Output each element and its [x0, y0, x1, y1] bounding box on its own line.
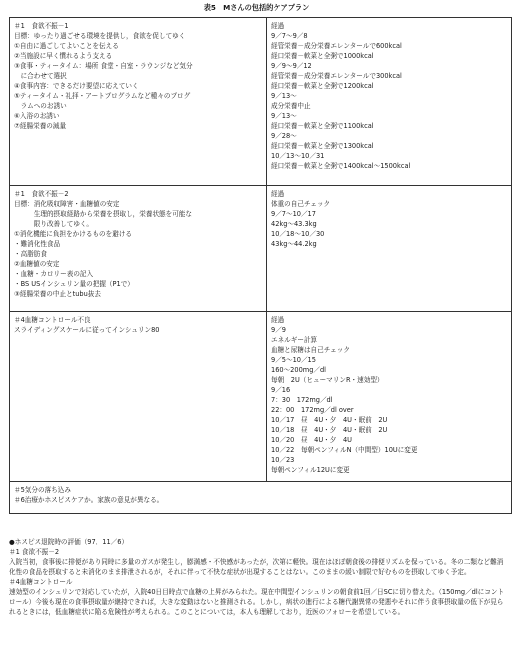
row2-right-line: 体重の自己チェック: [271, 200, 331, 208]
row1-right-line: 9／13～: [271, 92, 297, 100]
row1-left-line: ③食事・ティータイム：場所 食堂・自室・ラウンジなど気分: [14, 62, 193, 70]
row2-right-line: 42kg～43.3kg: [271, 220, 317, 228]
row1-right-line: 経口栄養－軟菜と全粥で1400kcal～1500kcal: [271, 162, 411, 170]
row1-left-line: ①自由に過ごしてよいことを伝える: [14, 42, 119, 50]
evaluation-subheading: ＃4血糖コントロール: [9, 578, 73, 586]
row3-left-cell: [10, 312, 267, 482]
row2-right-line: 経過: [271, 190, 285, 198]
row3-right-line: エネルギー計算: [271, 336, 318, 344]
row3-right-line: 9／16: [271, 386, 291, 394]
row1-right-line: 経管栄養－成分栄養エレンタールで600kcal: [271, 42, 402, 50]
row3-right-line: 10／22 毎朝ペンフィルN（中間型）10Uに変更: [271, 446, 418, 454]
row1-left-line: ⑤ティータイム・礼拝・アートプログラムなど種々のプログ: [14, 92, 191, 100]
row1-right-line: 成分栄養中止: [271, 102, 311, 110]
row1-right-line: 9／28～: [271, 132, 297, 140]
row2-right-line: 43kg～44.2kg: [271, 240, 317, 248]
row2-left-line: ・難消化性食品: [14, 240, 61, 248]
table-row: [10, 482, 512, 514]
row2-right-line: 10／18～10／30: [271, 230, 325, 238]
row2-left-line: 限り改善してゆく。: [14, 220, 93, 228]
row1-left-line: ②当施設に早く慣れるよう支える: [14, 52, 113, 60]
row4-line: ＃6治療かホスピスケアか。家族の意見が異なる。: [14, 496, 164, 504]
row1-right-line: 経過: [271, 22, 285, 30]
row1-right-line: 9／7～9／8: [271, 32, 308, 40]
row2-right-line: 9／7～10／17: [271, 210, 316, 218]
row2-left-line: ・血糖・カロリー表の記入: [14, 270, 94, 278]
evaluation-paragraph: 入院当初，食事後に排便があり同時に多量のガスが発生し，膨満感・不快感があったが，次第に軽快。現在はほぼ朝食後の排便リズムを保っている。冬の二類など難消化性の食品を摂取すると未消化のまま排泄されるが，それに伴って不快な症状が出現することはない。このままの緩い制限で好むものを摂取してゆく予定。: [9, 558, 504, 576]
row1-left-line: に合わせて選択: [14, 72, 67, 80]
row2-left-line: ②血糖値の安定: [14, 260, 60, 268]
row1-left-line: ⑥入浴のお誘い: [14, 112, 60, 120]
evaluation-heading: ●ホスピス退院時の評価（97．11／6）: [9, 538, 129, 546]
row1-left-cell: [10, 18, 267, 186]
table-row: [10, 18, 512, 186]
row1-right-line: 9／13～: [271, 112, 297, 120]
evaluation-subheading: ＃1 食欲不振－2: [9, 548, 60, 556]
row3-right-line: 毎朝ペンフィル12Uに変更: [271, 466, 350, 474]
row2-left-line: ・BS USインシュリン量の把握（P1で）: [14, 280, 134, 288]
row3-right-cell: [267, 312, 512, 482]
row3-right-line: 10／18 昼 4U・夕 4U・眠前 2U: [271, 426, 388, 434]
row1-left-line: 目標：ゆったり過ごせる環境を提供し，食欲を促してゆく: [14, 32, 186, 40]
row3-right-line: 10／23: [271, 456, 295, 464]
row1-right-line: 経口栄養－軟菜と全粥で1200kcal: [271, 82, 374, 90]
row3-right-line: 経過: [271, 316, 285, 324]
row4-cell: [10, 482, 512, 514]
row1-right-line: 経口栄養－軟菜と全粥で1100kcal: [271, 122, 374, 130]
row3-right-line: 10／20 昼 4U・夕 4U: [271, 436, 352, 444]
row3-right-line: 160～200mg／dl: [271, 366, 326, 374]
row1-right-line: 10／13～10／31: [271, 152, 325, 160]
care-plan-table: [9, 17, 512, 514]
row3-right-line: 9／9: [271, 326, 286, 334]
row1-left-line: ラムへのお誘い: [14, 102, 67, 110]
table-row: [10, 312, 512, 482]
row3-right-line: 10／17 昼 4U・夕 4U・眠前 2U: [271, 416, 388, 424]
row1-right-line: 9／9～9／12: [271, 62, 312, 70]
row1-right-line: 経口栄養－軟菜と全粥で1300kcal: [271, 142, 374, 150]
row1-right-line: 経口栄養－軟菜と全粥で1000kcal: [271, 52, 374, 60]
row2-left-line: ①消化機能に負担をかけるものを避ける: [14, 230, 133, 238]
row1-left-line: ④食事内容：できるだけ要望に応えていく: [14, 82, 139, 90]
row4-line: ＃5気分の落ち込み: [14, 486, 71, 494]
row3-right-line: 血糖と尿糖は自己チェック: [271, 346, 350, 354]
row2-left-cell: [10, 186, 267, 312]
row3-right-line: 7：30 172mg／dl: [271, 396, 333, 404]
row1-left-line: ＃1 食欲不振－1: [14, 22, 69, 30]
row2-left-line: ・高脂肪食: [14, 250, 47, 258]
row1-right-line: 経管栄養－成分栄養エレンタールで300kcal: [271, 72, 402, 80]
row3-right-line: 22：00 172mg／dl over: [271, 406, 354, 414]
row2-left-line: 生理的摂取経路から栄養を摂取し，栄養状態を可能な: [14, 210, 193, 218]
row2-right-cell: [267, 186, 512, 312]
row2-left-line: ＃1 食欲不振－2: [14, 190, 69, 198]
row3-right-line: 毎朝 2U（ヒューマリンR・速効型）: [271, 376, 384, 384]
row3-right-line: 9／5～10／15: [271, 356, 316, 364]
evaluation-paragraph: 速効型のインシュリンで対応していたが，入院40日目時点で血糖の上昇がみられた。現在中間型インシュリンの朝食前1回／日SCに切り替えた。（150mg／dlにコントロール）今後も現在の食事摂取量が継持できれば，大きな変動はないと推測される。しかし，病状の進行による糖代謝異常の発悪やそれに伴う食事摂取量の低下が見られるときには，低血糖症状に陥る危険性が考えられる。このことについては，本人も理解しており，近医のフォローを希望している。: [9, 588, 505, 616]
discharge-evaluation: [9, 537, 505, 617]
row1-left-line: ⑦経腸栄養の減量: [14, 122, 67, 130]
table-row: [10, 186, 512, 312]
table-title: 表5 Mさんの包括的ケアプラン: [203, 3, 310, 12]
row3-left-line: スライディングスケールに従ってインシュリン80: [14, 326, 160, 334]
row1-right-cell: [267, 18, 512, 186]
row3-left-line: ＃4血糖コントロール不良: [14, 316, 91, 324]
row2-left-line: 目標：消化吸収障害・血糖値の安定: [14, 200, 120, 208]
row2-left-line: ③経腸栄養の中止とtubu抜去: [14, 290, 101, 298]
